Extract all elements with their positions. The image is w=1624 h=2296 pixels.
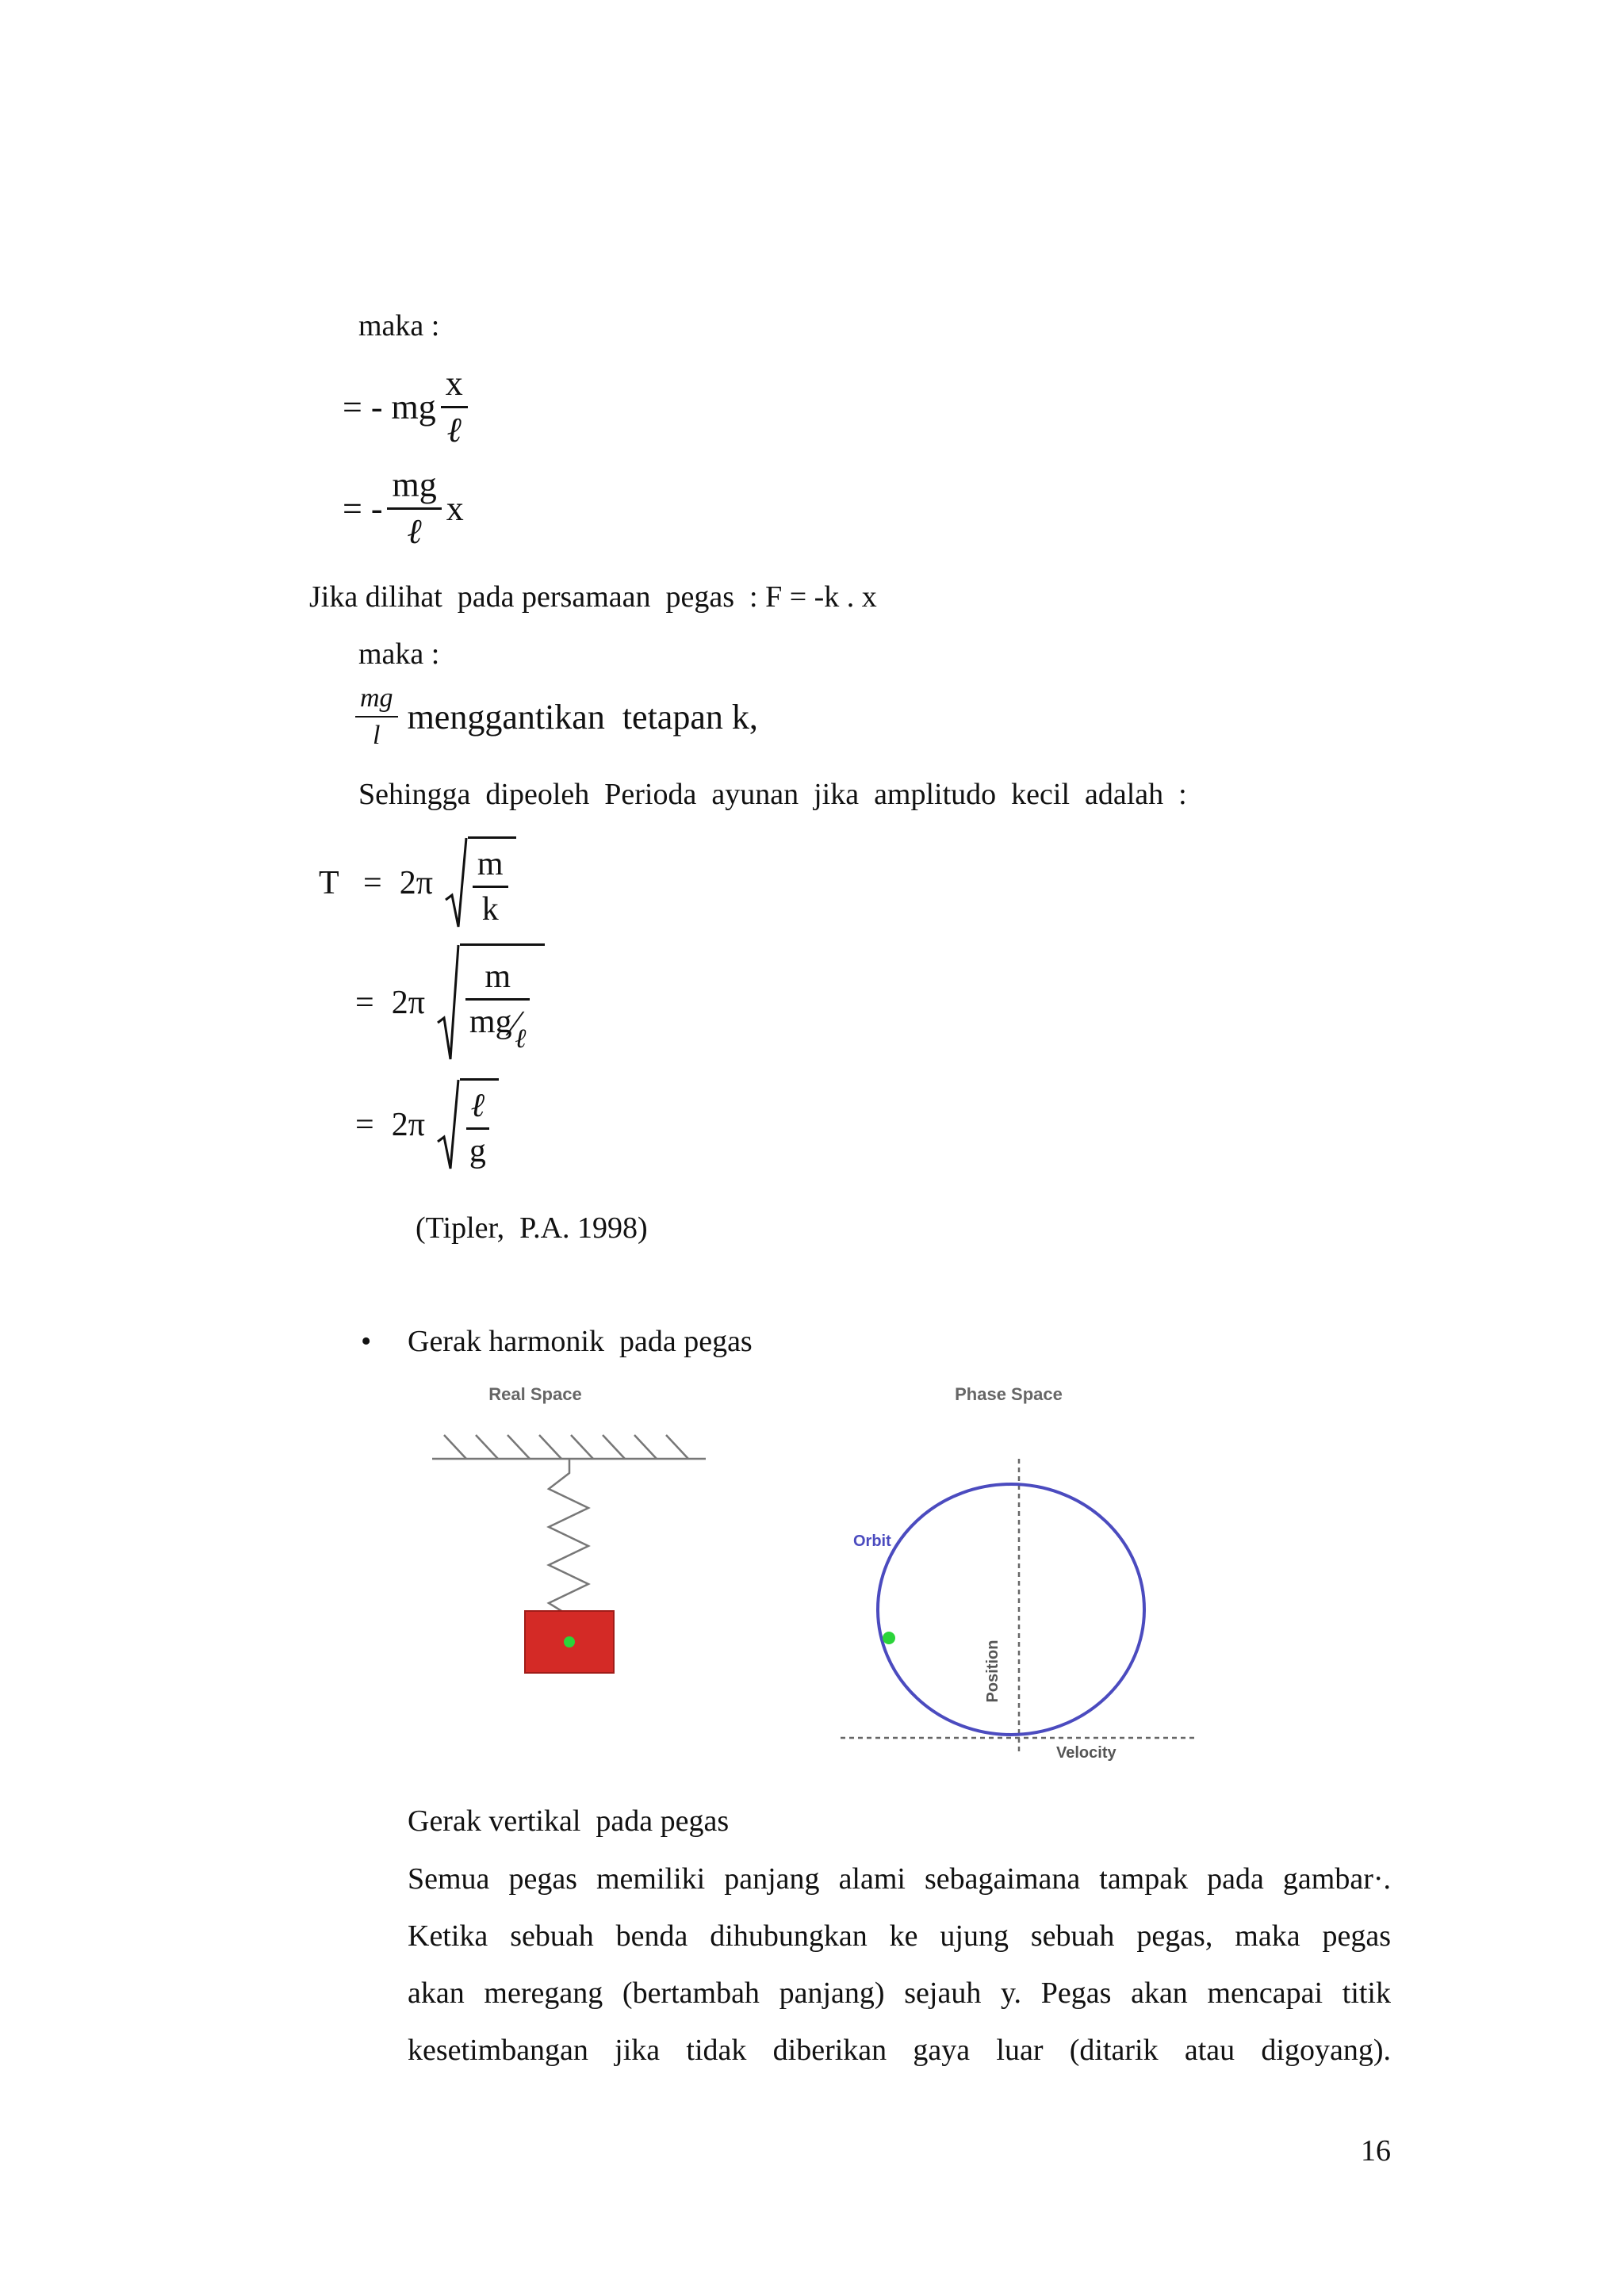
sehingga-line: Sehingga dipeoleh Perioda ayunan jika amplitudo kecil adalah : <box>358 778 1187 811</box>
period-3-numerator: ℓ <box>466 1088 490 1130</box>
replace-text: menggantikan tetapan k, <box>407 697 758 737</box>
period-2-denominator <box>465 1001 531 1054</box>
orbit-dot <box>883 1632 895 1644</box>
period-eq-sign-1: = <box>363 865 382 901</box>
period-two-pi-1: 2π <box>399 865 433 901</box>
ceiling <box>432 1435 706 1459</box>
period-equation-line-2 <box>355 943 545 1062</box>
period-eq-sign-3: = <box>355 1107 374 1143</box>
period-equation-line-3 <box>355 1078 499 1172</box>
paragraph-line-1: Semua pegas memiliki panjang alami sebagaimana tampak pada gambar·. <box>408 1862 1391 1896</box>
period-equation-line-1 <box>319 836 516 930</box>
spring-coil <box>549 1459 588 1616</box>
period-fraction-2 <box>465 959 531 1054</box>
period-T: T <box>319 865 339 901</box>
page-number: 16 <box>1361 2134 1391 2168</box>
period-eq-sign-2: = <box>355 985 374 1021</box>
equation-2-suffix: x <box>446 489 464 529</box>
period-fraction-1 <box>473 846 508 928</box>
velocity-label: Velocity <box>1056 1744 1116 1762</box>
replace-numerator: mg <box>355 683 398 718</box>
period-3-denominator: g <box>469 1133 486 1169</box>
orbit-label: Orbit <box>853 1533 891 1550</box>
period-2-numerator: m <box>465 959 530 1001</box>
period-1-numerator: m <box>473 846 508 888</box>
period-fraction-3 <box>465 1088 491 1169</box>
equation-2-numerator: mg <box>387 466 441 510</box>
period-2-den-l: ℓ <box>515 1024 527 1054</box>
bullet-icon: • <box>361 1325 372 1358</box>
spring-figure <box>412 1372 1229 1768</box>
period-two-pi-2: 2π <box>391 985 425 1021</box>
equation-1-fraction <box>441 365 468 450</box>
sqrt-symbol-3 <box>436 1078 499 1172</box>
mass-dot <box>564 1636 575 1647</box>
sqrt-symbol-1 <box>444 836 516 930</box>
equation-2-fraction <box>387 466 441 552</box>
equation-1-numerator: x <box>441 365 468 408</box>
replace-denominator: l <box>373 721 381 751</box>
real-space-label: Real Space <box>488 1384 582 1404</box>
spring-equation-line: Jika dilihat pada persamaan pegas : F = -k . x <box>309 580 877 614</box>
paragraph-line-2: Ketika sebuah benda dihubungkan ke ujung sebuah pegas, maka pegas <box>408 1919 1391 1953</box>
bullet-heading: Gerak harmonik pada pegas <box>408 1325 753 1358</box>
equation-2-prefix: = - <box>343 489 383 529</box>
phase-space-label: Phase Space <box>955 1384 1063 1404</box>
period-2-den-slash: ∕ <box>511 1003 519 1044</box>
maka-label-1: maka : <box>358 309 440 342</box>
citation: (Tipler, P.A. 1998) <box>416 1211 648 1245</box>
maka-label-2: maka : <box>358 637 440 671</box>
paragraph-line-3: akan meregang (bertambah panjang) sejauh y. Pegas akan mencapai titik <box>408 1976 1391 2010</box>
position-label: Position <box>984 1640 1002 1703</box>
equation-1-prefix: = - mg <box>343 388 436 427</box>
paragraph-line-4: kesetimbangan jika tidak diberikan gaya luar (ditarik atau digoyang). <box>408 2034 1391 2067</box>
equation-force-2 <box>343 466 464 552</box>
equation-2-denominator: ℓ <box>407 512 422 552</box>
period-two-pi-3: 2π <box>391 1107 425 1143</box>
equation-1-denominator: ℓ <box>446 411 462 450</box>
replace-fraction <box>355 683 398 751</box>
equation-force-1 <box>343 365 473 450</box>
sqrt-symbol-2 <box>436 943 546 1062</box>
body-paragraph <box>408 1850 1391 2079</box>
figure-caption: Gerak vertikal pada pegas <box>408 1804 730 1838</box>
replace-constant-line <box>355 683 758 751</box>
orbit-ellipse <box>878 1484 1144 1735</box>
period-2-den-mg: mg <box>469 1004 512 1041</box>
period-1-denominator: k <box>481 891 499 928</box>
